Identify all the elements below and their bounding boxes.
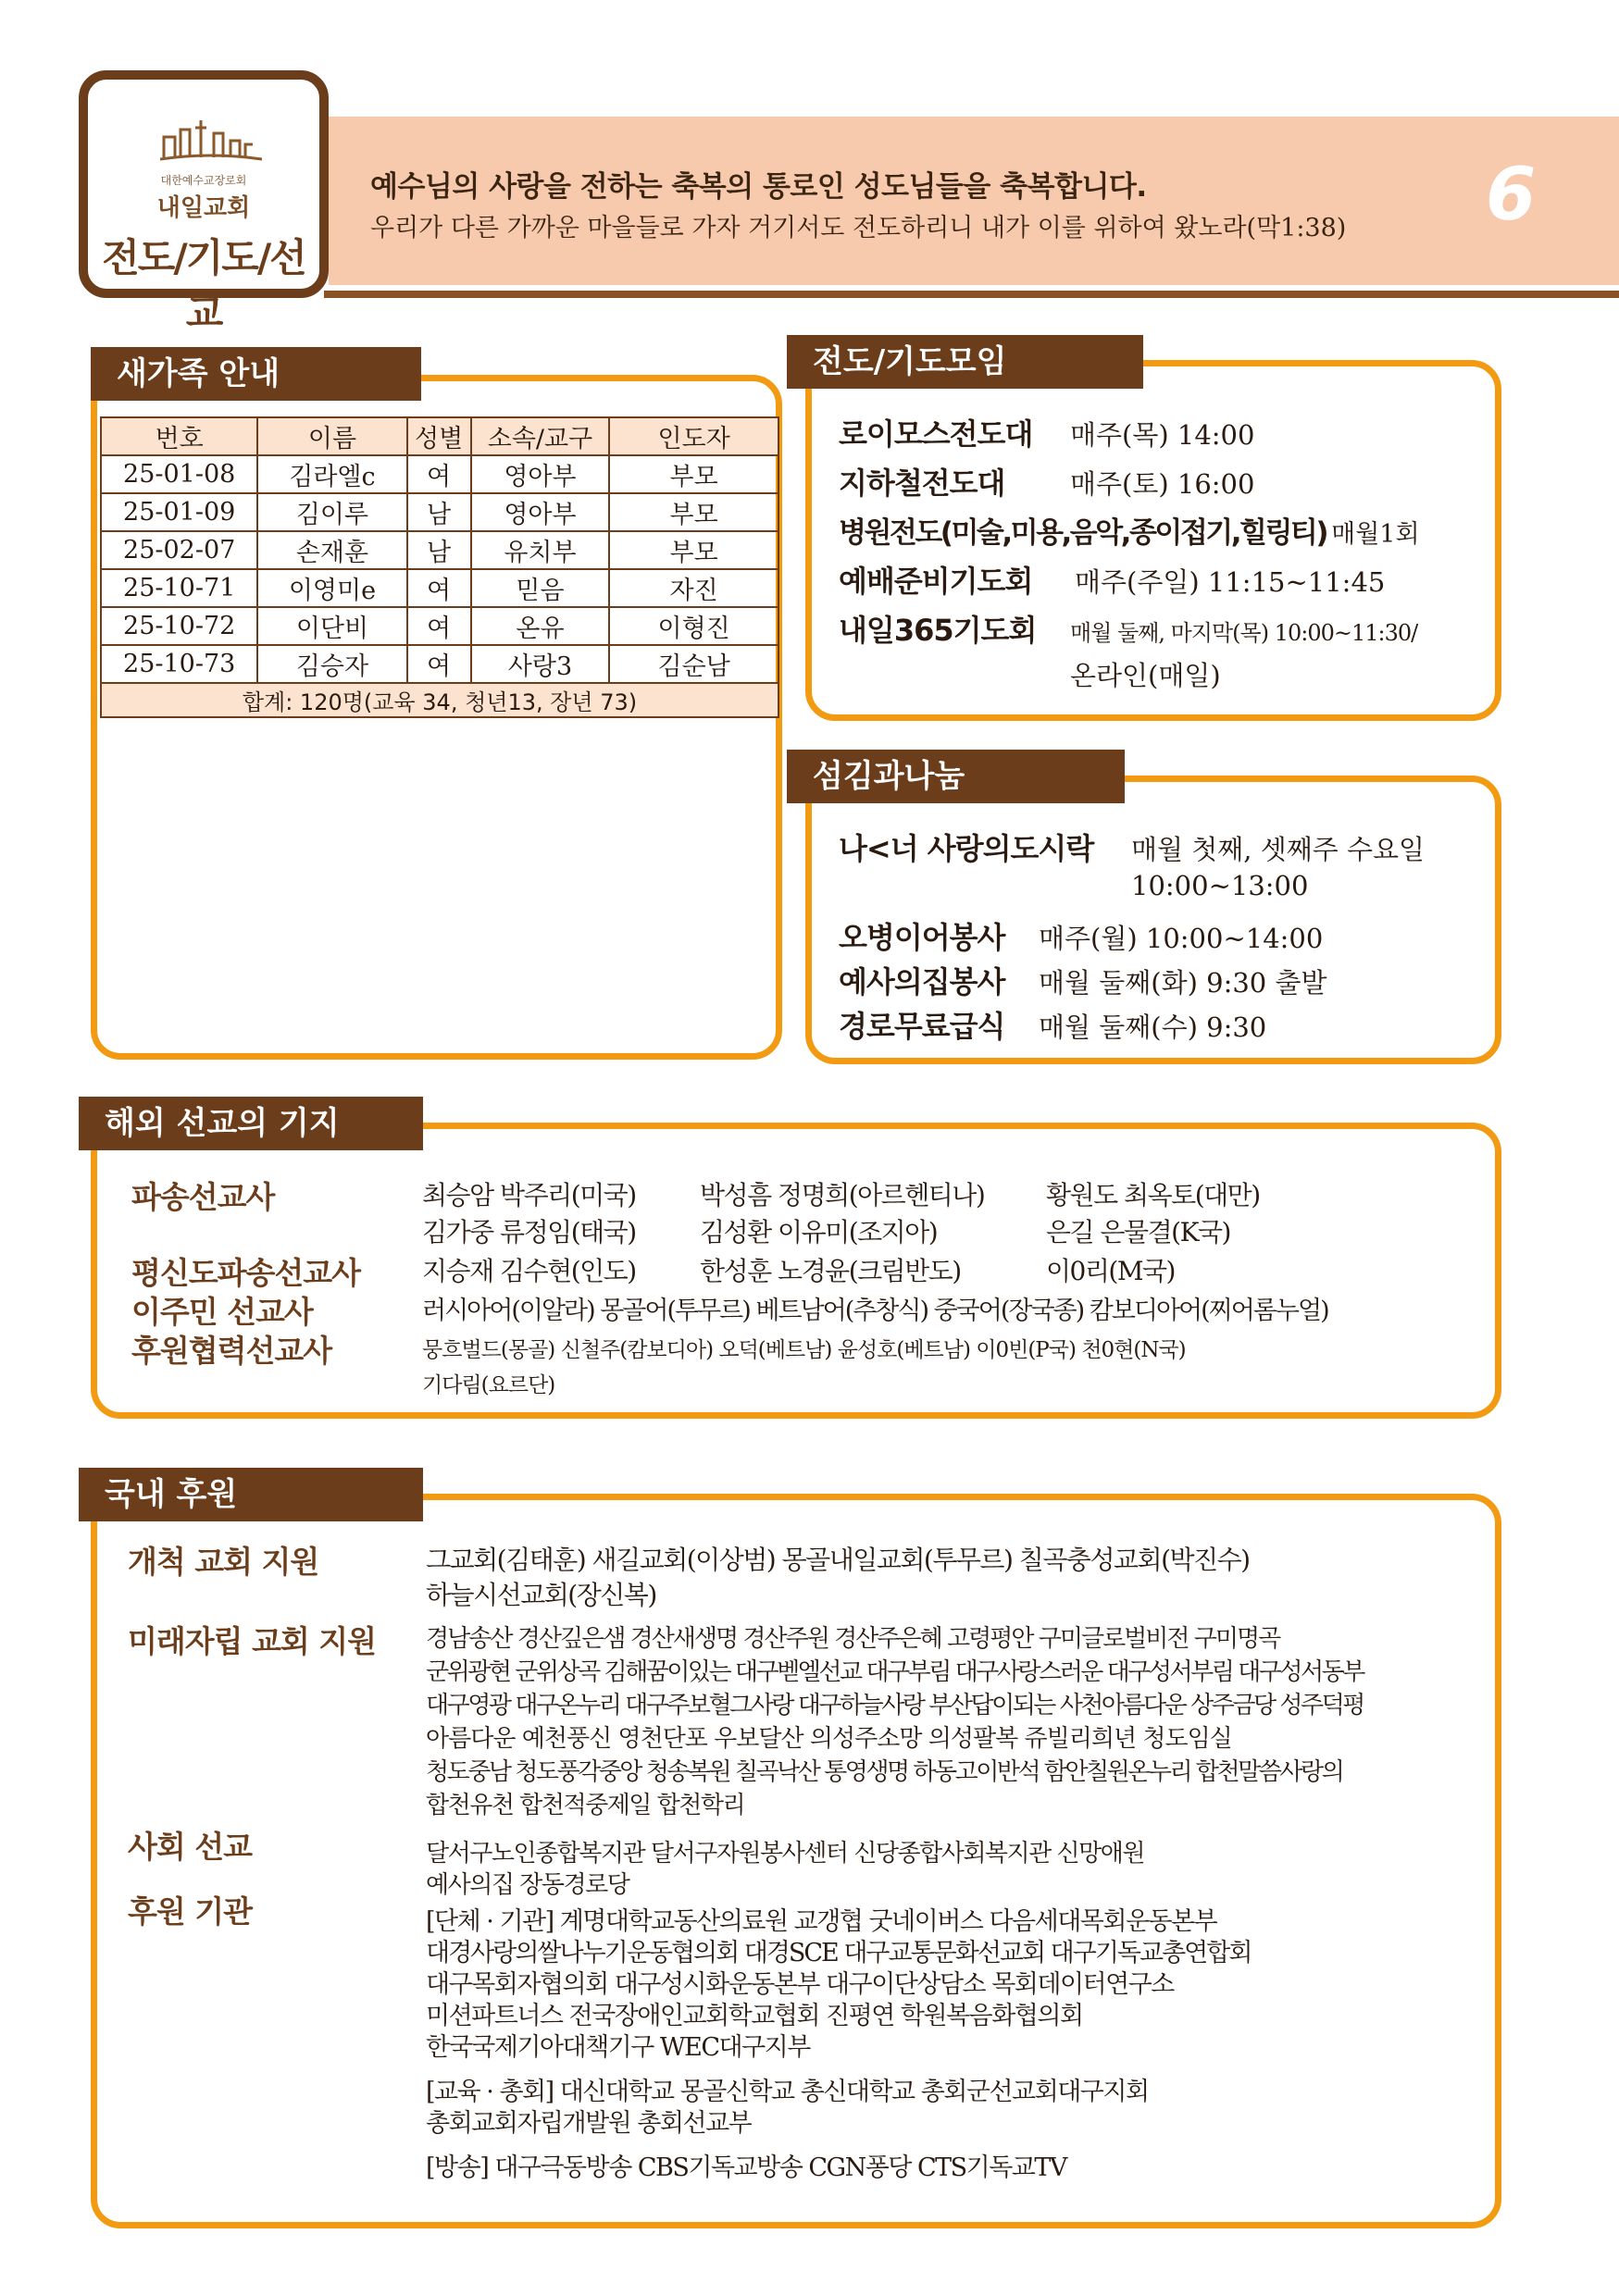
- sharing-item: [839, 825, 1425, 868]
- new-family-table: [100, 416, 779, 718]
- self-support-list: 청도중남 청도풍각중앙 청송복원 칠곡낙산 통영생명 하동고이반석 함안칠원온누리 합천말씀사랑의: [426, 1758, 1343, 1786]
- prayer-item: [839, 509, 1420, 551]
- sharing-item-name: 오병이어봉사: [839, 920, 1005, 955]
- prayer-item-time-continued: 온라인(매일): [1070, 660, 1221, 691]
- overseas-label: 해외 선교의 기지: [79, 1097, 423, 1150]
- cell-number: 25-10-73: [101, 645, 257, 683]
- prayer-item-time: 매월 둘째, 마지막(목) 10:00~11:30/: [1070, 620, 1418, 646]
- total-count: 합계: 120명(교육 34, 청년13, 장년 73): [101, 683, 778, 717]
- missionary-entry: 한성훈 노경윤(크림반도): [700, 1256, 961, 1286]
- prayer-item-time: 매주(목) 14:00: [1070, 419, 1255, 451]
- missionary-entry: 김성환 이유미(조지아): [700, 1217, 938, 1247]
- self-support-list: 대구영광 대구온누리 대구주보혈그사랑 대구하늘사랑 부산답이되는 사천아름다운 상주금당 성주덕평: [426, 1692, 1364, 1719]
- cell-guide: 부모: [609, 531, 778, 569]
- support-org-list: 대경사랑의쌀나누기운동협의회 대경SCE 대구교통문화선교회 대구기독교총연합회: [426, 1939, 1252, 1967]
- cell-number: 25-10-72: [101, 607, 257, 645]
- cell-gender: 남: [407, 531, 471, 569]
- cell-gender: 여: [407, 569, 471, 607]
- prayer-item: [839, 558, 1385, 601]
- church-planting-label: 개척 교회 지원: [128, 1544, 319, 1580]
- prayer-item-time: 매주(토) 16:00: [1070, 468, 1255, 500]
- broadcast-org-list: [방송] 대구극동방송 CBS기독교방송 CGN퐁당 CTS기독교TV: [426, 2153, 1066, 2182]
- church-planting-list-continued: 하늘시선교회(장신복): [426, 1580, 656, 1610]
- migrant-missionary-list: 러시아어(이알라) 몽골어(투무르) 베트남어(추창식) 중국어(장국종) 캄보디아어(찌어롬누얼): [422, 1297, 1328, 1325]
- table-row: [101, 569, 778, 607]
- prayer-item-name: 예배준비기도회: [839, 564, 1033, 599]
- missionary-entry: 최승암 박주리(미국): [422, 1180, 636, 1210]
- cell-guide: 자진: [609, 569, 778, 607]
- sharing-item-time-continued: 10:00~13:00: [1131, 870, 1309, 901]
- prayer-item-name: 병원전도(미술,미용,음악,종이접기,힐링티): [839, 516, 1327, 550]
- cell-number: 25-02-07: [101, 531, 257, 569]
- column-header: 이름: [257, 417, 406, 455]
- sent-missionary-label: 파송선교사: [131, 1179, 275, 1215]
- table-row: [101, 531, 778, 569]
- prayer-item-time: 매월1회: [1331, 520, 1420, 549]
- support-org-list: 한국국제기아대책기구 WEC대구지부: [426, 2033, 810, 2062]
- cell-group: 사랑3: [471, 645, 610, 683]
- education-org-list: [교육 · 총회] 대신대학교 몽골신학교 총신대학교 총회군선교회대구지회: [426, 2078, 1149, 2106]
- sharing-label: 섬김과나눔: [787, 750, 1125, 803]
- table-row: [101, 645, 778, 683]
- table-row: [101, 493, 778, 531]
- logo-box: [79, 70, 329, 336]
- self-support-list: 경남송산 경산깊은샘 경산새생명 경산주원 경산주은혜 고령평안 구미글로벌비전 구미명곡: [426, 1625, 1280, 1653]
- cell-name: 김승자: [257, 645, 406, 683]
- missionary-entry: 은길 은물결(K국): [1046, 1217, 1230, 1247]
- cell-name: 이영미e: [257, 569, 406, 607]
- page-number: 6: [1486, 154, 1537, 237]
- column-header: 인도자: [609, 417, 778, 455]
- self-support-list: 아름다운 예천풍신 영천단포 우보달산 의성주소망 의성팔복 쥬빌리희년 청도임실: [426, 1725, 1232, 1753]
- cell-guide: 이형진: [609, 607, 778, 645]
- missionary-entry: 이0리(M국): [1046, 1256, 1175, 1286]
- education-org-list-continued: 총회교회자립개발원 총회선교부: [426, 2109, 752, 2138]
- partner-missionary-list-continued: 기다림(요르단): [422, 1373, 555, 1397]
- sharing-item-name: 나<너 사랑의도시락: [839, 831, 1094, 866]
- cell-name: 이단비: [257, 607, 406, 645]
- cell-group: 유치부: [471, 531, 610, 569]
- prayer-label: 전도/기도모임: [787, 335, 1143, 389]
- church-denomination: 대한예수교장로회: [160, 174, 247, 187]
- partner-missionary-list: 뭉흐벌드(몽골) 신철주(캄보디아) 오덕(베트남) 윤성호(베트남) 이0빈(P국) 천0현(N국): [422, 1338, 1186, 1362]
- prayer-item: [839, 607, 1417, 650]
- sharing-item: [839, 1003, 1266, 1046]
- cell-name: 손재훈: [257, 531, 406, 569]
- support-org-list: 미션파트너스 전국장애인교회학교협회 진평연 학원복음화협의회: [426, 2002, 1083, 2030]
- column-header: 소속/교구: [471, 417, 610, 455]
- cell-name: 김라엘c: [257, 455, 406, 493]
- cell-guide: 부모: [609, 455, 778, 493]
- column-header: 번호: [101, 417, 257, 455]
- table-row: [101, 607, 778, 645]
- table-row: [101, 455, 778, 493]
- cell-number: 25-10-71: [101, 569, 257, 607]
- support-org-label: 후원 기관: [128, 1893, 253, 1930]
- social-mission-list: 달서구노인종합복지관 달서구자원봉사센터 신당종합사회복지관 신망애원: [426, 1840, 1145, 1868]
- partner-missionary-label: 후원협력선교사: [131, 1333, 332, 1369]
- cell-group: 영아부: [471, 493, 610, 531]
- sharing-item: [839, 959, 1327, 1001]
- cell-group: 영아부: [471, 455, 610, 493]
- tagline: 예수님의 사랑을 전하는 축복의 통로인 성도님들을 축복합니다.: [370, 170, 1147, 204]
- table-total-row: [101, 683, 778, 717]
- sharing-item-time: 매월 첫째, 셋째주 수요일: [1131, 834, 1426, 865]
- cell-name: 김이루: [257, 493, 406, 531]
- support-org-list: [단체 · 기관] 계명대학교동산의료원 교갱협 굿네이버스 다음세대목회운동본부: [426, 1907, 1217, 1936]
- missionary-entry: 김가중 류정임(태국): [422, 1217, 636, 1247]
- self-support-list: 합천유천 합천적중제일 합천학리: [426, 1792, 745, 1819]
- prayer-item-name: 로이모스전도대: [839, 416, 1033, 452]
- sharing-item-name: 경로무료급식: [839, 1009, 1005, 1044]
- missionary-entry: 황원도 최옥토(대만): [1046, 1180, 1260, 1210]
- cell-gender: 여: [407, 645, 471, 683]
- table-header-row: [101, 417, 778, 455]
- cell-gender: 남: [407, 493, 471, 531]
- banner-underline: [324, 291, 1619, 298]
- cell-number: 25-01-09: [101, 493, 257, 531]
- sharing-item: [839, 914, 1323, 957]
- cell-group: 믿음: [471, 569, 610, 607]
- support-org-list: 대구목회자협의회 대구성시화운동본부 대구이단상담소 목회데이터연구소: [426, 1970, 1174, 1999]
- cell-guide: 김순남: [609, 645, 778, 683]
- cell-number: 25-01-08: [101, 455, 257, 493]
- cell-gender: 여: [407, 455, 471, 493]
- church-planting-list: 그교회(김태훈) 새길교회(이상범) 몽골내일교회(투무르) 칠곡충성교회(박진수): [426, 1545, 1250, 1575]
- bible-verse: 우리가 다른 가까운 마을들로 가자 거기서도 전도하리니 내가 이를 위하여 왔노라(막1:38): [370, 214, 1347, 242]
- sharing-item-time: 매월 둘째(화) 9:30 출발: [1039, 967, 1327, 999]
- prayer-item-name: 지하철전도대: [839, 465, 1005, 501]
- prayer-item: [839, 411, 1254, 453]
- cell-group: 온유: [471, 607, 610, 645]
- sharing-item-time: 매월 둘째(수) 9:30: [1039, 1011, 1267, 1043]
- sharing-item-time: 매주(월) 10:00~14:00: [1039, 923, 1324, 954]
- new-family-label: 새가족 안내: [91, 347, 421, 401]
- church-logo-icon: [160, 117, 262, 163]
- church-name: 내일교회: [156, 194, 251, 222]
- column-header: 성별: [407, 417, 471, 455]
- sharing-item-name: 예사의집봉사: [839, 964, 1005, 999]
- prayer-item-name: 내일365기도회: [839, 613, 1037, 648]
- missionary-entry: 박성흠 정명희(아르헨티나): [700, 1180, 985, 1210]
- missionary-entry: 지승재 김수현(인도): [422, 1256, 636, 1286]
- self-support-label: 미래자립 교회 지원: [128, 1623, 377, 1659]
- social-mission-list-continued: 예사의집 장동경로당: [426, 1871, 629, 1899]
- header-banner: [329, 117, 1619, 285]
- section-title: 전도/기도/선교: [102, 235, 305, 336]
- migrant-missionary-label: 이주민 선교사: [131, 1294, 313, 1330]
- cell-gender: 여: [407, 607, 471, 645]
- lay-missionary-label: 평신도파송선교사: [131, 1255, 361, 1291]
- prayer-item-time: 매주(주일) 11:15~11:45: [1075, 566, 1386, 598]
- prayer-item: [839, 460, 1254, 503]
- domestic-label: 국내 후원: [79, 1468, 423, 1521]
- self-support-list: 군위광현 군위상곡 김해꿈이있는 대구벧엘선교 대구부림 대구사랑스러운 대구성서부림 대구성서동부: [426, 1658, 1364, 1686]
- social-mission-label: 사회 선교: [128, 1829, 253, 1865]
- cell-guide: 부모: [609, 493, 778, 531]
